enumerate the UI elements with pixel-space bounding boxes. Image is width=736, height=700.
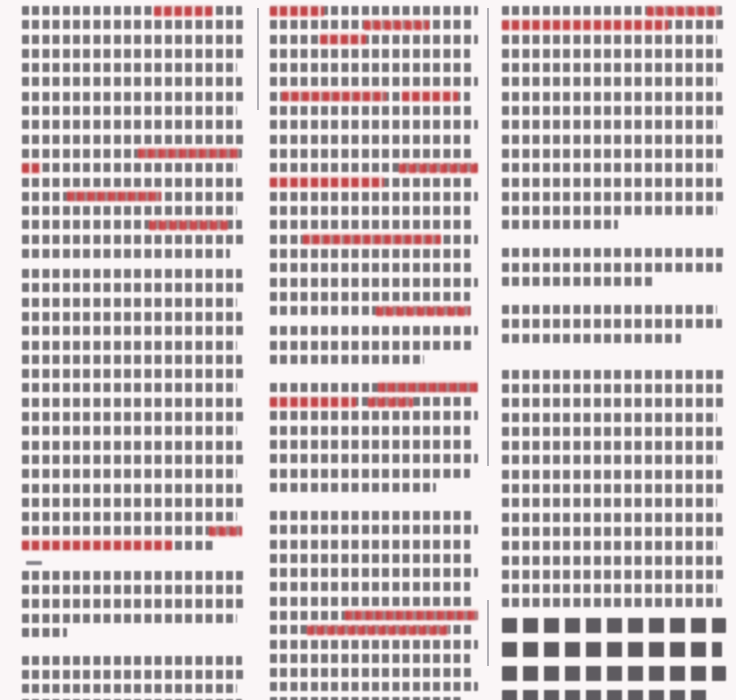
paragraph-gap [22,648,246,656]
text-line [270,397,474,406]
text-line [270,554,474,563]
text-line [270,640,478,649]
highlight-run [502,19,668,31]
text-line-large [502,642,722,657]
paragraph-gap [502,354,726,370]
text-line [502,192,726,201]
text-line [22,249,230,258]
text-line [270,278,478,287]
paragraph [270,511,478,700]
text-line [22,369,246,378]
text-line [502,149,726,158]
text-line [270,611,478,620]
text-line [22,656,242,665]
highlight-run [303,233,440,245]
highlight-run [364,19,429,31]
text-line [22,585,242,594]
text-line [270,192,478,201]
text-line [22,355,242,364]
text-line [270,668,474,677]
highlight-run [67,190,161,202]
text-line [22,684,237,693]
text-line [270,35,478,44]
text-line [502,584,717,593]
text-line [270,6,478,15]
highlight-run [376,305,470,317]
text-line [502,35,717,44]
text-line [270,568,478,577]
text-line [502,370,726,379]
paragraph-dash-marker [26,561,42,565]
column-middle [258,0,488,700]
text-line [22,92,246,101]
text-line [502,527,726,536]
paragraph [22,656,246,700]
text-line [22,599,246,608]
text-line [502,413,717,422]
text-line [270,306,474,315]
paragraph-gap [502,297,726,305]
text-line [22,192,246,201]
text-line [502,598,722,607]
text-line [22,149,242,158]
text-line [270,383,478,392]
text-line [502,384,722,393]
text-line [270,582,470,591]
text-line [270,525,478,534]
text-line [22,77,242,86]
text-line [270,163,478,172]
text-line [502,334,681,343]
text-line [22,484,242,493]
text-line [270,249,470,258]
text-line [22,326,246,335]
text-line [22,498,246,507]
text-line [502,470,722,479]
text-line [502,398,726,407]
text-line [502,63,726,72]
highlight-run [647,5,719,17]
text-line [22,163,237,172]
text-line [502,570,726,579]
text-line [502,106,726,115]
text-line [22,206,237,215]
column-right [488,0,736,700]
text-line [270,426,470,435]
text-line [22,63,237,72]
text-line [270,263,474,272]
text-line [22,49,246,58]
highlight-run [282,90,386,102]
highlight-run [22,162,41,174]
text-line-large [502,618,726,633]
highlight-run [22,539,172,551]
highlight-run [307,624,450,636]
text-line [502,92,722,101]
text-line [502,163,717,172]
paragraph-large [502,618,726,700]
column-left [0,0,258,700]
highlight-run [154,5,213,17]
paragraph [22,6,246,258]
text-line [502,206,717,215]
text-line [270,63,474,72]
text-line [270,178,474,187]
text-line [22,541,215,550]
text-line [22,135,246,144]
highlight-run [209,525,242,537]
text-line [22,312,242,321]
text-line [22,35,242,44]
highlight-run [270,396,356,408]
text-line [22,235,246,244]
text-line [270,292,470,301]
text-line [270,206,470,215]
text-line [22,670,246,679]
highlight-run [320,33,366,45]
text-line [502,305,717,314]
text-line [270,454,478,463]
text-line [270,411,478,420]
text-line [502,49,722,58]
text-line [270,654,470,663]
paragraph [270,6,478,315]
text-line [502,455,717,464]
paragraph [502,370,726,608]
text-line [270,220,474,229]
text-line [502,77,717,86]
text-line [502,263,722,272]
text-line [502,556,722,565]
text-line [270,540,470,549]
text-line [22,441,242,450]
text-line [22,298,237,307]
highlight-run [270,176,384,188]
text-line [270,440,474,449]
text-line [22,571,246,580]
text-line [22,220,242,229]
text-line [502,6,722,15]
text-line [270,20,474,29]
paragraph [270,383,478,492]
text-line [22,526,242,535]
highlight-run [149,219,228,231]
text-line [22,106,237,115]
paragraph [502,305,726,343]
text-line [270,355,424,364]
text-line [22,20,246,29]
paragraph-gap [270,503,478,511]
text-line [270,120,478,129]
text-line [22,383,237,392]
text-line [270,483,436,492]
text-line [22,426,237,435]
paragraph [270,326,478,364]
text-line [22,398,242,407]
text-line [22,469,237,478]
highlight-run [368,396,413,408]
paragraph [502,6,726,229]
text-line [502,319,722,328]
text-line [270,92,470,101]
text-line [270,106,474,115]
text-line [270,235,478,244]
text-line [502,178,722,187]
text-line [502,220,618,229]
text-line [270,682,478,691]
text-line [22,6,242,15]
text-line [270,597,474,606]
text-line [22,455,246,464]
highlight-run [345,609,478,621]
text-line [502,498,717,507]
highlight-run [399,162,478,174]
text-line-large [502,690,710,700]
text-line [22,283,246,292]
text-line [502,427,722,436]
text-line [502,135,722,144]
text-line [502,541,717,550]
highlight-run [378,381,478,393]
text-line [270,326,478,335]
highlight-run [270,5,324,17]
text-line [502,513,722,522]
text-line [270,77,478,86]
highlight-run [138,147,239,159]
text-line [22,120,242,129]
text-line [502,277,654,286]
text-line [22,512,237,521]
text-line [270,135,470,144]
text-line [270,341,474,350]
text-line [22,269,242,278]
text-line [502,120,717,129]
text-line [22,628,67,637]
paragraph [22,571,246,637]
text-line [270,469,470,478]
paragraph [502,248,726,286]
text-line [270,511,474,520]
text-line [22,412,246,421]
text-line [22,178,242,187]
text-line [22,614,237,623]
text-line [270,625,474,634]
text-line [270,149,474,158]
text-line [22,341,237,350]
text-line [502,20,726,29]
paragraph-gap [502,240,726,248]
paragraph [22,269,246,550]
text-line [270,49,470,58]
text-line [502,248,726,257]
text-line-large [502,666,726,681]
text-line [502,441,726,450]
highlight-run [402,90,458,102]
text-line [502,484,726,493]
